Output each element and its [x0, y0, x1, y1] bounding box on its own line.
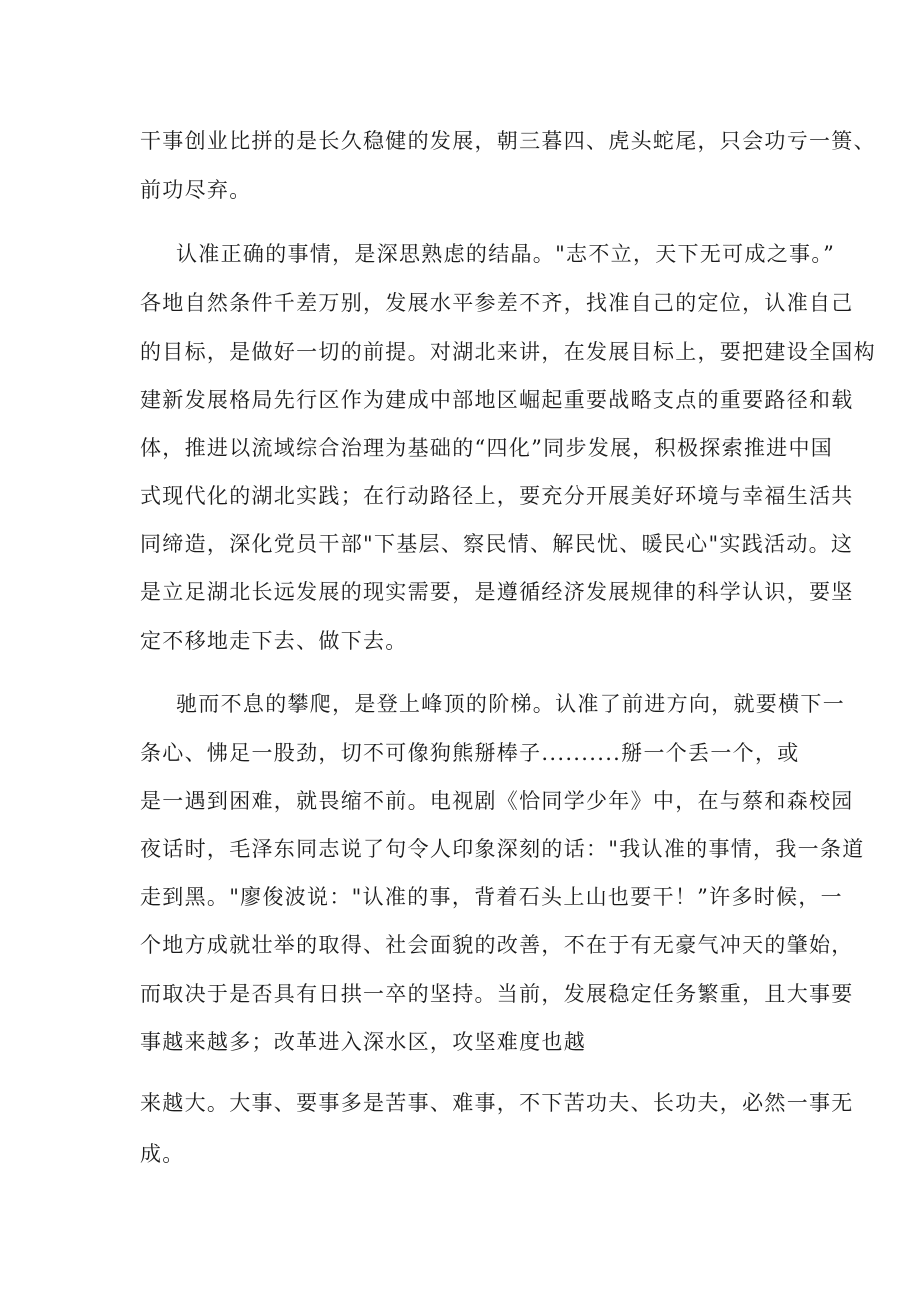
paragraph-line: 各地自然条件千差万别，发展水平参差不齐，找准自己的定位，认准自己: [140, 291, 854, 315]
paragraph-line: 来越大。大事、要事多是苦事、难事，不下苦功夫、长功夫，必然一事无: [140, 1091, 854, 1115]
paragraph-line: 是一遇到困难，就畏缩不前。电视剧《恰同学少年》中，在与蔡和森校园: [140, 789, 854, 813]
paragraph-line: 是立足湖北长远发展的现实需要，是遵循经济发展规律的科学认识，要坚: [140, 580, 854, 604]
paragraph-line: 定不移地走下去、做下去。: [140, 629, 408, 653]
paragraph-line: 认准正确的事情，是深思熟虑的结晶。"志不立，天下无可成之事。”: [176, 242, 836, 266]
paragraph-line: 的目标，是做好一切的前提。对湖北来讲，在发展目标上，要把建设全国构: [140, 340, 876, 364]
paragraph-line: 体，推进以流域综合治理为基础的“四化”同步发展，积极探索推进中国: [140, 436, 834, 460]
paragraph-line: 事越来越多；改革进入深水区，攻坚难度也越: [140, 1030, 586, 1054]
paragraph-line: 干事创业比拼的是长久稳健的发展，朝三暮四、虎头蛇尾，只会功亏一篑、: [140, 129, 876, 153]
paragraph-line: 同缔造，深化党员干部"下基层、察民情、解民忧、暖民心"实践活动。这: [140, 532, 854, 556]
paragraph-line: 建新发展格局先行区作为建成中部地区崛起重要战略支点的重要路径和载: [140, 388, 854, 412]
paragraph-line: 前功尽弃。: [140, 178, 252, 202]
paragraph-line: 驰而不息的攀爬，是登上峰顶的阶梯。认准了前进方向，就要横下一: [176, 692, 845, 716]
paragraph-line: 条心、怫足一股劲，切不可像狗熊掰棒子..........掰一个丢一个，或: [140, 741, 800, 765]
paragraph-line: 走到黑。"廖俊波说："认准的事，背着石头上山也要干！”许多时候，一: [140, 885, 843, 909]
paragraph-line: 个地方成就壮举的取得、社会面貌的改善，不在于有无豪气冲天的肇始，: [140, 933, 854, 957]
paragraph-line: 夜话时，毛泽东同志说了句令人印象深刻的话："我认准的事情，我一条道: [140, 837, 865, 861]
paragraph-line: 式现代化的湖北实践；在行动路径上，要充分开展美好环境与幸福生活共: [140, 484, 854, 508]
paragraph-line: 而取决于是否具有日拱一卒的坚持。当前，发展稳定任务繁重，且大事要: [140, 982, 854, 1006]
paragraph-line: 成。: [140, 1142, 185, 1166]
